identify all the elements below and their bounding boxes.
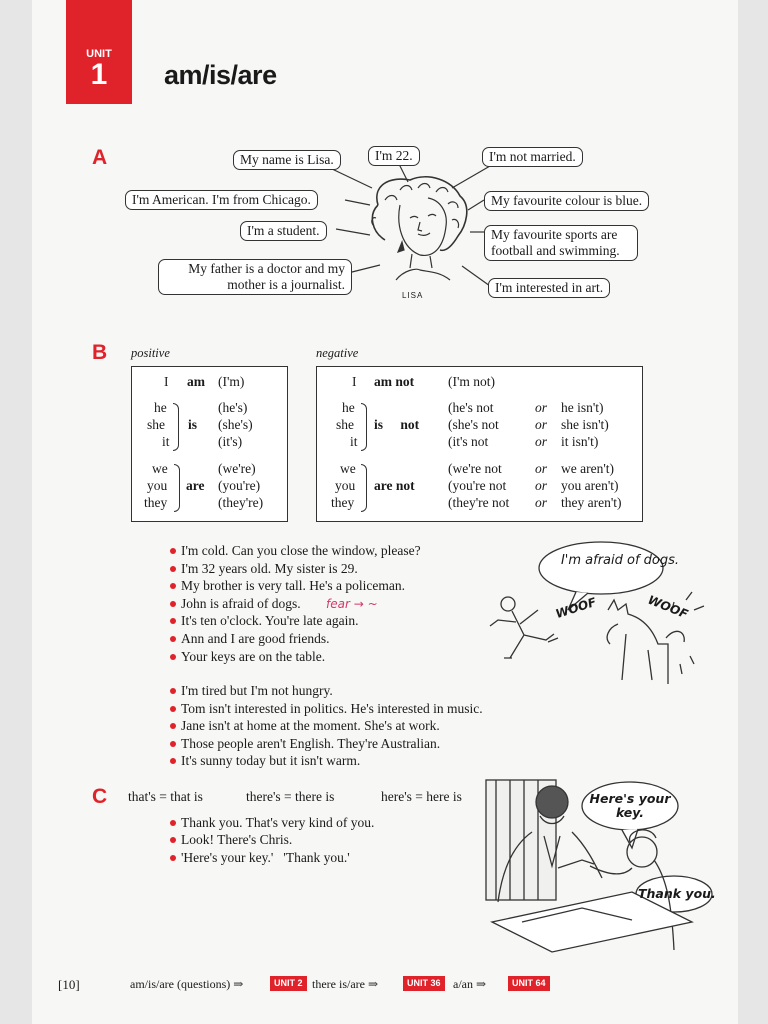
lisa-caption: LISA [402,291,424,300]
short-im: (I'm) [218,374,245,389]
contraction-heres: here's = here is [381,789,462,804]
verb-are: are [186,478,205,493]
woof-text: WOOF [645,592,690,622]
short-form: (she's not [448,417,499,432]
negative-label: negative [316,346,359,360]
pronoun: it [350,434,358,449]
pronoun-i: I [352,374,357,389]
pronoun: we [152,461,168,476]
bubble-colour: My favourite colour is blue. [484,191,649,211]
example-sentence: It's sunny today but it isn't warm. [170,753,360,769]
footer-link-questions[interactable]: am/is/are (questions) ⇒ [130,977,244,991]
short-form: we aren't) [561,461,615,476]
or-word: or [535,434,548,449]
pronoun: it [162,434,170,449]
pronoun: you [335,478,356,493]
section-a-letter: A [92,146,108,169]
short-form: (we're) [218,461,256,476]
short-form: you aren't) [561,478,619,493]
short-form: (it's) [218,434,243,449]
bubble-father: My father is a doctor and my mother is a journalist. [158,259,352,295]
example-sentence: Ann and I are good friends. [170,631,329,647]
unit-number: 1 [90,58,108,91]
positive-table [131,366,288,522]
short-form: it isn't) [561,434,599,449]
pointer-line [336,229,370,235]
verb-is: is [188,417,198,432]
unit-64-badge[interactable]: UNIT 64 [508,976,550,991]
example-sentence: It's ten o'clock. You're late again. [170,613,359,629]
contraction-theres: there's = there is [246,789,335,804]
brace [361,464,367,512]
speech-thank-you: Thank you. [638,886,716,901]
speech-heres-your-key: Here's your key. [589,791,671,820]
or-word: or [535,417,548,432]
page-title: am/is/are [164,60,277,90]
short-form: (you're not [448,478,507,493]
pointer-line [330,168,372,188]
pronoun: he [154,400,167,415]
or-word: or [535,400,548,415]
contraction-thats: that's = that is [128,789,203,804]
or-word: or [535,461,548,476]
pronoun: they [144,495,168,510]
pronoun: they [331,495,355,510]
bubble-age: I'm 22. [368,146,420,166]
negative-table [316,366,643,522]
example-sentence: Tom isn't interested in politics. He's interested in music. [170,701,483,717]
pointer-line [468,200,484,210]
short-form: (you're) [218,478,261,493]
speech-balloon [539,542,663,594]
pointer-line [345,200,370,205]
pronoun: she [336,417,354,432]
example-sentence: Jane isn't at home at the moment. She's at work. [170,718,440,734]
or-word: or [535,478,548,493]
section-b-letter: B [92,341,108,364]
example-sentence: My brother is very tall. He's a policeman. [170,578,405,594]
example-sentence: Thank you. That's very kind of you. [170,815,374,831]
verb-am-not: am not [374,374,415,389]
unit-36-badge[interactable]: UNIT 36 [403,976,445,991]
woof-text: WOOF [553,594,598,622]
example-sentence: I'm 32 years old. My sister is 29. [170,561,358,577]
short-form: (they're not [448,495,510,510]
bubble-art: I'm interested in art. [488,278,610,298]
bubble-not-married: I'm not married. [482,147,583,167]
pronoun: you [147,478,168,493]
short-form: (he's not [448,400,494,415]
example-sentence: I'm tired but I'm not hungry. [170,683,333,699]
verb-is-not: is not [374,417,420,432]
short-form: they aren't) [561,495,622,510]
bubble-student: I'm a student. [240,221,327,241]
handwritten-note: fear → ~ [326,597,378,611]
example-sentence: John is afraid of dogs. [170,596,301,612]
short-form: (he's) [218,400,248,415]
short-form: (it's not [448,434,489,449]
positive-label: positive [131,346,170,360]
pointer-line [348,265,380,273]
verb-am: am [187,374,205,389]
example-sentence: Your keys are on the table. [170,649,325,665]
footer-link-there-is[interactable]: there is/are ⇒ [312,977,379,991]
short-form: he isn't) [561,400,604,415]
short-form: she isn't) [561,417,609,432]
unit-2-badge[interactable]: UNIT 2 [270,976,307,991]
dog-speech: I'm afraid of dogs. [560,553,680,568]
pronoun: we [340,461,356,476]
short-form: (we're not [448,461,502,476]
pronoun: he [342,400,355,415]
page-number: [10] [58,977,80,992]
pronoun-i: I [164,374,169,389]
bubble-sports: My favourite sports are football and swimming. [484,225,638,261]
bubble-american: I'm American. I'm from Chicago. [125,190,318,210]
pointer-line [462,266,490,286]
brace [173,403,179,451]
short-form: (they're) [218,495,264,510]
section-c-letter: C [92,785,108,808]
footer-link-a-an[interactable]: a/an ⇒ [453,977,487,991]
pointer-line [452,166,490,188]
example-sentence: Look! There's Chris. [170,832,292,848]
verb-are-not: are not [374,478,415,493]
bubble-name: My name is Lisa. [233,150,341,170]
unit-label: UNIT [86,48,112,60]
example-sentence: 'Here's your key.' 'Thank you.' [170,850,350,866]
brace [174,464,180,512]
example-sentence: I'm cold. Can you close the window, please? [170,543,421,559]
pronoun: she [147,417,165,432]
short-im-not: (I'm not) [448,374,496,389]
or-word: or [535,495,548,510]
example-sentence: Those people aren't English. They're Australian. [170,736,440,752]
short-form: (she's) [218,417,253,432]
brace [361,403,367,451]
